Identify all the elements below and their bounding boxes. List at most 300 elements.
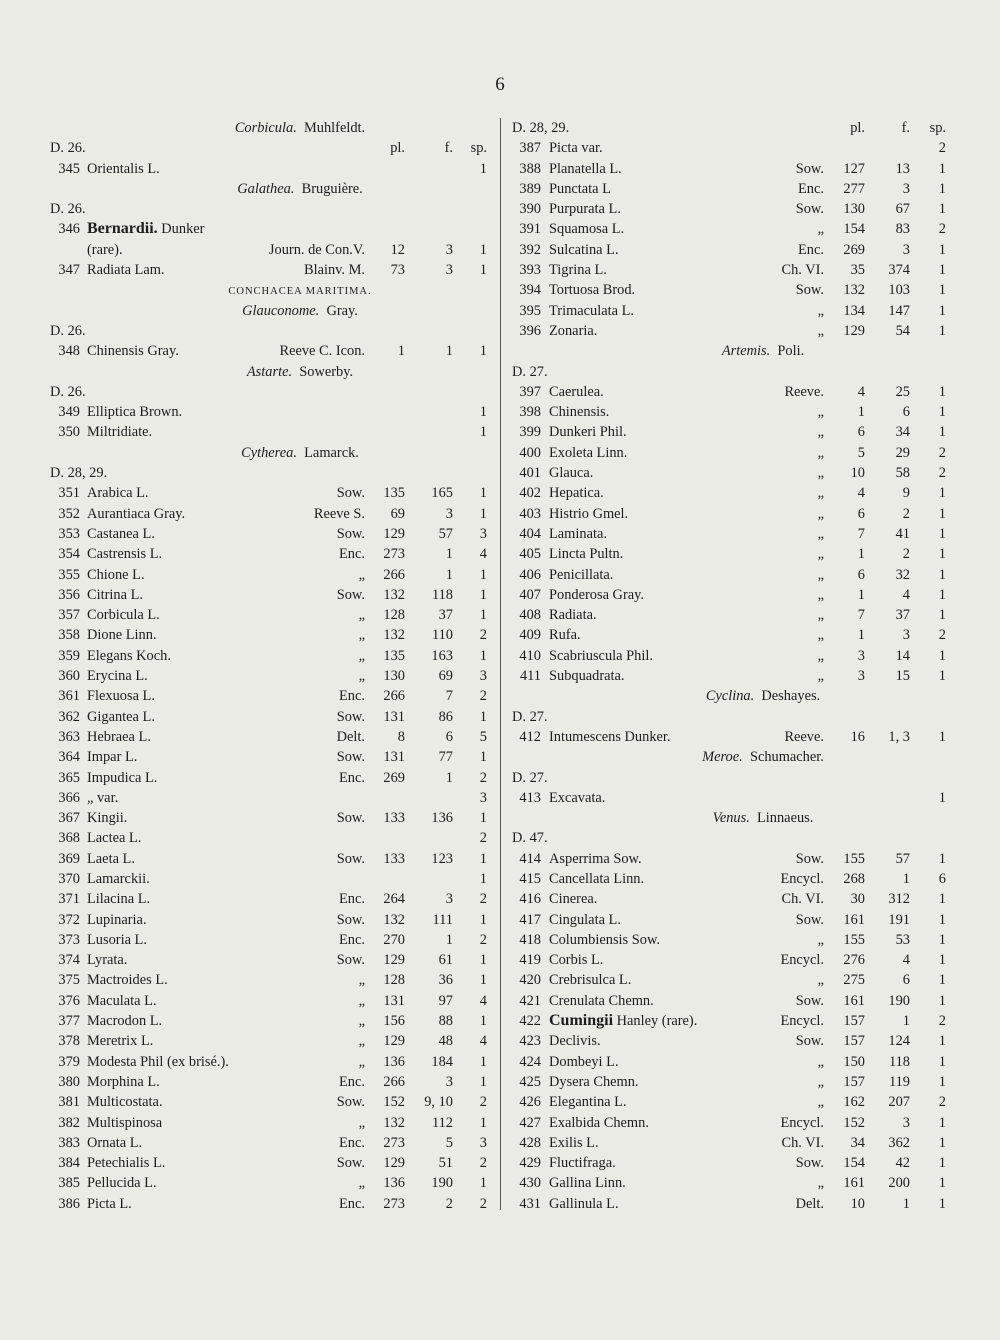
specimen-count: 1 [479, 850, 487, 867]
reference-work: Encycl. [780, 1114, 824, 1131]
specimen-count: 3 [479, 668, 487, 685]
species-name [549, 1092, 627, 1112]
plate-number: 129 [383, 525, 405, 542]
species-name-bold: Cumingii [549, 1012, 614, 1030]
species-name-text: Lactea L. [87, 830, 142, 847]
species-name-text: Columbiensis Sow. [549, 931, 661, 948]
species-name [87, 341, 179, 361]
figure-number: 3 [902, 180, 910, 197]
reference-work: Enc. [339, 1134, 365, 1151]
figure-number: 9 [902, 485, 910, 502]
entry-row [50, 585, 490, 605]
specimen-count: 2 [479, 891, 487, 908]
entry-number: 417 [519, 911, 541, 928]
specimen-count: 1 [938, 546, 946, 563]
entry-row [512, 483, 954, 503]
reference-work: Ch. VI. [781, 262, 824, 279]
plate-number: 130 [843, 201, 865, 218]
species-name [87, 504, 185, 524]
plate-number: 1 [857, 586, 865, 603]
entry-number: 358 [58, 627, 80, 644]
reference-work: Sow. [336, 485, 365, 502]
specimen-count: 2 [479, 688, 487, 705]
genus-author: Schumacher. [749, 749, 824, 766]
left-column [50, 118, 490, 1214]
figure-number: 41 [895, 525, 910, 542]
figure-number: 1 [445, 546, 453, 563]
figure-number: 53 [895, 931, 910, 948]
plate-number: 269 [383, 769, 405, 786]
reference-work: „ [817, 322, 824, 339]
genus-heading [512, 341, 954, 361]
species-name [549, 930, 660, 950]
specimen-count: 1 [938, 566, 946, 583]
species-name [87, 1092, 163, 1112]
entry-row [512, 504, 954, 524]
species-name-text: Subquadrata. [549, 668, 625, 685]
species-name [549, 422, 627, 442]
plate-number: 129 [843, 322, 865, 339]
species-name-text: Cingulata L. [549, 911, 621, 928]
species-name [87, 1052, 229, 1072]
specimen-count: 1 [938, 850, 946, 867]
entry-number: 422 [519, 1013, 541, 1030]
figure-number: 1 [445, 931, 453, 948]
entry-number: 425 [519, 1073, 541, 1090]
species-name [549, 524, 607, 544]
entry-row [512, 138, 954, 158]
figure-number: 25 [895, 383, 910, 400]
species-name [87, 849, 135, 869]
entry-number: 383 [58, 1134, 80, 1151]
figure-number: 86 [438, 708, 453, 725]
figure-number: 190 [888, 992, 910, 1009]
plate-number: 128 [383, 607, 405, 624]
species-name-text: Penicillata. [549, 566, 614, 583]
specimen-count: 1 [479, 343, 487, 360]
text-row [512, 707, 954, 727]
specimen-count: 1 [938, 789, 946, 806]
entry-number: 357 [58, 607, 80, 624]
entry-number: 400 [519, 444, 541, 461]
entry-row [512, 1173, 954, 1193]
figure-number: 312 [888, 891, 910, 908]
plate-number: 132 [383, 586, 405, 603]
plate-number: 277 [843, 180, 865, 197]
species-name-text: Dunker [161, 221, 205, 238]
species-name [549, 1072, 639, 1092]
specimen-count: 2 [479, 769, 487, 786]
species-name [549, 219, 624, 239]
species-name [549, 1133, 599, 1153]
reference-work: Sow. [336, 810, 365, 827]
plate-number: 152 [383, 1094, 405, 1111]
entry-number: 359 [58, 647, 80, 664]
species-name-text: Lusoria L. [87, 931, 147, 948]
entry-number: 372 [58, 911, 80, 928]
plate-number: 1 [857, 627, 865, 644]
species-name [549, 1011, 697, 1031]
specimen-count: 1 [479, 424, 487, 441]
section-label: D. 28, 29. [512, 120, 570, 136]
specimen-count: 1 [479, 708, 487, 725]
specimen-count: 1 [479, 241, 487, 258]
head-row [50, 138, 490, 158]
entry-row [50, 524, 490, 544]
species-name-text: Crebrisulca L. [549, 972, 632, 989]
species-name [87, 991, 157, 1011]
species-name [87, 544, 162, 564]
reference-work: Reeve S. [313, 505, 365, 522]
entry-row [512, 159, 954, 179]
figure-number: 1 [902, 870, 910, 887]
plate-number: 155 [843, 931, 865, 948]
plate-number: 156 [383, 1013, 405, 1030]
entry-number: 410 [519, 647, 541, 664]
specimen-count: 2 [479, 830, 487, 847]
entry-row [512, 301, 954, 321]
figure-number: 165 [431, 485, 453, 502]
genus-name: Venus. [712, 810, 750, 827]
entry-row [50, 1052, 490, 1072]
figure-number: 3 [902, 627, 910, 644]
figure-number: 147 [888, 302, 910, 319]
column-head-pl: pl. [850, 120, 865, 136]
entry-number: 356 [58, 586, 80, 603]
species-name-text: Punctata L [549, 180, 611, 197]
column-head-f: f. [901, 120, 910, 136]
entry-row [50, 219, 490, 239]
specimen-count: 1 [479, 1053, 487, 1070]
entry-row [50, 991, 490, 1011]
plate-number: 6 [857, 424, 865, 441]
figure-number: 163 [431, 647, 453, 664]
species-name-text: Ornata L. [87, 1134, 143, 1151]
species-name [87, 1031, 153, 1051]
genus-heading [50, 443, 490, 463]
section-label: D. 47. [512, 830, 548, 847]
specimen-count: 1 [479, 952, 487, 969]
species-name [549, 280, 635, 300]
species-name-text: Hebraea L. [87, 728, 151, 745]
reference-work: Sow. [336, 952, 365, 969]
species-name [549, 138, 603, 158]
caps-row [50, 280, 490, 300]
entry-row [50, 1133, 490, 1153]
species-name-text: „ var. [87, 789, 119, 806]
heading-text [713, 810, 814, 826]
species-name [549, 179, 611, 199]
reference-work: Sow. [336, 850, 365, 867]
species-name-text: Erycina L. [87, 668, 148, 685]
entry-row [512, 727, 954, 747]
entry-row [512, 970, 954, 990]
figure-number: 110 [431, 627, 453, 644]
specimen-count: 1 [479, 566, 487, 583]
entry-row [512, 1113, 954, 1133]
genus-author: Gray. [326, 302, 358, 319]
entry-row [512, 240, 954, 260]
species-name [549, 727, 671, 747]
species-name-text: Castrensis L. [87, 546, 163, 563]
genus-name: Astarte. [246, 363, 293, 380]
entry-row [512, 1031, 954, 1051]
entry-number: 415 [519, 870, 541, 887]
entry-number: 414 [519, 850, 541, 867]
specimen-count: 1 [938, 728, 946, 745]
specimen-count: 2 [938, 1013, 946, 1030]
reference-work: Delt. [336, 728, 365, 745]
reference-work: Enc. [339, 931, 365, 948]
reference-work: „ [817, 647, 824, 664]
entry-row [512, 544, 954, 564]
specimen-count: 1 [938, 404, 946, 421]
reference-work: „ [817, 1094, 824, 1111]
specimen-count: 1 [938, 485, 946, 502]
specimen-count: 1 [938, 1155, 946, 1172]
entry-row [50, 483, 490, 503]
entry-row [50, 422, 490, 442]
genus-author: Linnaeus. [757, 810, 814, 827]
entry-number: 388 [519, 160, 541, 177]
reference-work: „ [358, 1175, 365, 1192]
species-name-text: Modesta Phil (ex brisé.). [87, 1053, 229, 1070]
plate-number: 129 [383, 952, 405, 969]
entry-number: 391 [519, 221, 541, 238]
specimen-count: 1 [938, 241, 946, 258]
figure-number: 6 [902, 972, 910, 989]
reference-work: Encycl. [780, 952, 824, 969]
entry-row [512, 910, 954, 930]
figure-number: 57 [438, 525, 453, 542]
reference-work: „ [817, 931, 824, 948]
plate-number: 130 [383, 668, 405, 685]
species-name [549, 910, 621, 930]
entry-number: 395 [519, 302, 541, 319]
figure-number: 54 [895, 322, 910, 339]
figure-number: 3 [445, 891, 453, 908]
plate-number: 12 [390, 241, 405, 258]
text-row [50, 463, 490, 483]
species-name-text: Hanley (rare). [616, 1013, 698, 1030]
entry-row [512, 849, 954, 869]
species-name [87, 930, 147, 950]
reference-work: Sow. [795, 201, 824, 218]
species-name-text: Purpurata L. [549, 201, 621, 218]
entry-row [512, 321, 954, 341]
figure-number: 190 [431, 1175, 453, 1192]
entry-number: 369 [58, 850, 80, 867]
species-name-text: Cancellata Linn. [549, 870, 645, 887]
entry-row [512, 991, 954, 1011]
entry-number: 370 [58, 870, 80, 887]
figure-number: 83 [895, 221, 910, 238]
plate-number: 154 [843, 1155, 865, 1172]
entry-number: 386 [58, 1195, 80, 1212]
reference-work: Encycl. [780, 1013, 824, 1030]
plate-number: 73 [390, 262, 405, 279]
species-name-text: Meretrix L. [87, 1033, 154, 1050]
species-name [549, 402, 609, 422]
heading-text [242, 303, 358, 319]
plate-number: 152 [843, 1114, 865, 1131]
entry-number: 377 [58, 1013, 80, 1030]
plate-number: 275 [843, 972, 865, 989]
figure-number: 97 [438, 992, 453, 1009]
species-name [87, 970, 168, 990]
species-name [549, 463, 593, 483]
plate-number: 133 [383, 810, 405, 827]
species-name-text: Chione L. [87, 566, 145, 583]
plate-number: 132 [383, 1114, 405, 1131]
specimen-count: 2 [479, 931, 487, 948]
species-name-text: Morphina L. [87, 1073, 160, 1090]
entry-row [50, 666, 490, 686]
entry-number: 362 [58, 708, 80, 725]
reference-work: Enc. [339, 891, 365, 908]
entry-number: 384 [58, 1155, 80, 1172]
reference-work: Journ. de Con.V. [268, 241, 365, 258]
plate-number: 8 [397, 728, 405, 745]
species-name [87, 768, 157, 788]
entry-row [50, 625, 490, 645]
species-name-text: Aurantiaca Gray. [87, 505, 186, 522]
species-name-text: Declivis. [549, 1033, 601, 1050]
species-name [549, 970, 631, 990]
entry-number: 411 [519, 668, 541, 685]
entry-row [512, 869, 954, 889]
entry-number: 347 [58, 262, 80, 279]
figure-number: 2 [902, 546, 910, 563]
entry-number: 345 [58, 160, 80, 177]
reference-work: „ [817, 668, 824, 685]
species-name [549, 646, 653, 666]
figure-number: 14 [895, 647, 910, 664]
plate-number: 135 [383, 485, 405, 502]
specimen-count: 1 [479, 749, 487, 766]
entry-number: 376 [58, 992, 80, 1009]
genus-author: Muhlfeldt. [304, 120, 366, 136]
plate-number: 157 [843, 1013, 865, 1030]
figure-number: 15 [895, 668, 910, 685]
species-name [87, 1011, 162, 1031]
figure-number: 184 [431, 1053, 453, 1070]
entry-row [50, 808, 490, 828]
reference-work: „ [817, 627, 824, 644]
entry-number: 404 [519, 525, 541, 542]
reference-work: „ [358, 1053, 365, 1070]
plate-number: 16 [850, 728, 865, 745]
specimen-count: 2 [479, 627, 487, 644]
specimen-count: 1 [938, 668, 946, 685]
text-row [50, 382, 490, 402]
reference-work: Sow. [795, 282, 824, 299]
figure-number: 118 [431, 586, 453, 603]
reference-work: Reeve. [784, 728, 824, 745]
plate-number: 162 [843, 1094, 865, 1111]
entry-row [50, 260, 490, 280]
entry-row [512, 950, 954, 970]
plate-number: 132 [383, 627, 405, 644]
specimen-count: 1 [938, 1073, 946, 1090]
specimen-count: 1 [479, 1013, 487, 1030]
entry-row [512, 1133, 954, 1153]
specimen-count: 1 [938, 992, 946, 1009]
entry-number: 382 [58, 1114, 80, 1131]
specimen-count: 1 [938, 302, 946, 319]
figure-number: 1, 3 [888, 728, 910, 745]
reference-work: Enc. [339, 688, 365, 705]
specimen-count: 1 [479, 810, 487, 827]
species-name-text: Laeta L. [87, 850, 135, 867]
entry-number: 354 [58, 546, 80, 563]
figure-number: 36 [438, 972, 453, 989]
species-name [549, 869, 644, 889]
entry-number: 350 [58, 424, 80, 441]
species-name [87, 585, 143, 605]
entry-row [512, 179, 954, 199]
column-head-sp: sp. [470, 140, 487, 157]
species-name [549, 443, 627, 463]
specimen-count: 2 [938, 444, 946, 461]
specimen-count: 1 [479, 1175, 487, 1192]
genus-name: Cyclina. [705, 688, 755, 705]
specimen-count: 1 [938, 383, 946, 400]
entry-row [512, 280, 954, 300]
species-name [87, 565, 145, 585]
entry-row [512, 625, 954, 645]
entry-row [512, 666, 954, 686]
entry-row [50, 1031, 490, 1051]
entry-number: 428 [519, 1134, 541, 1151]
reference-work: „ [817, 1053, 824, 1070]
entry-row [50, 727, 490, 747]
species-name-text: Chinensis Gray. [87, 343, 179, 360]
section-label: D. 26. [50, 201, 86, 218]
reference-work: Sow. [795, 1155, 824, 1172]
plate-number: 270 [383, 931, 405, 948]
entry-row [50, 159, 490, 179]
entry-number: 364 [58, 749, 80, 766]
figure-number: 103 [888, 282, 910, 299]
figure-number: 2 [902, 505, 910, 522]
reference-work: Encycl. [780, 870, 824, 887]
specimen-count: 2 [938, 627, 946, 644]
page-number: 6 [495, 74, 505, 95]
figure-number: 119 [888, 1073, 910, 1090]
plate-number: 3 [857, 647, 865, 664]
figure-number: 2 [445, 1195, 453, 1212]
genus-heading [50, 118, 490, 138]
heading-text [702, 749, 824, 765]
figure-number: 1 [445, 769, 453, 786]
species-name [549, 605, 597, 625]
reference-work: „ [817, 566, 824, 583]
reference-work: Sow. [795, 850, 824, 867]
entry-number: 430 [519, 1175, 541, 1192]
species-name [549, 240, 619, 260]
head-row [512, 118, 954, 138]
specimen-count: 1 [938, 972, 946, 989]
plate-number: 7 [857, 607, 865, 624]
plate-number: 6 [857, 566, 865, 583]
specimen-count: 1 [938, 1195, 946, 1212]
specimen-count: 1 [479, 160, 487, 177]
species-name [87, 788, 118, 808]
entry-number: 349 [58, 404, 80, 421]
figure-number: 362 [888, 1134, 910, 1151]
entry-number: 420 [519, 972, 541, 989]
